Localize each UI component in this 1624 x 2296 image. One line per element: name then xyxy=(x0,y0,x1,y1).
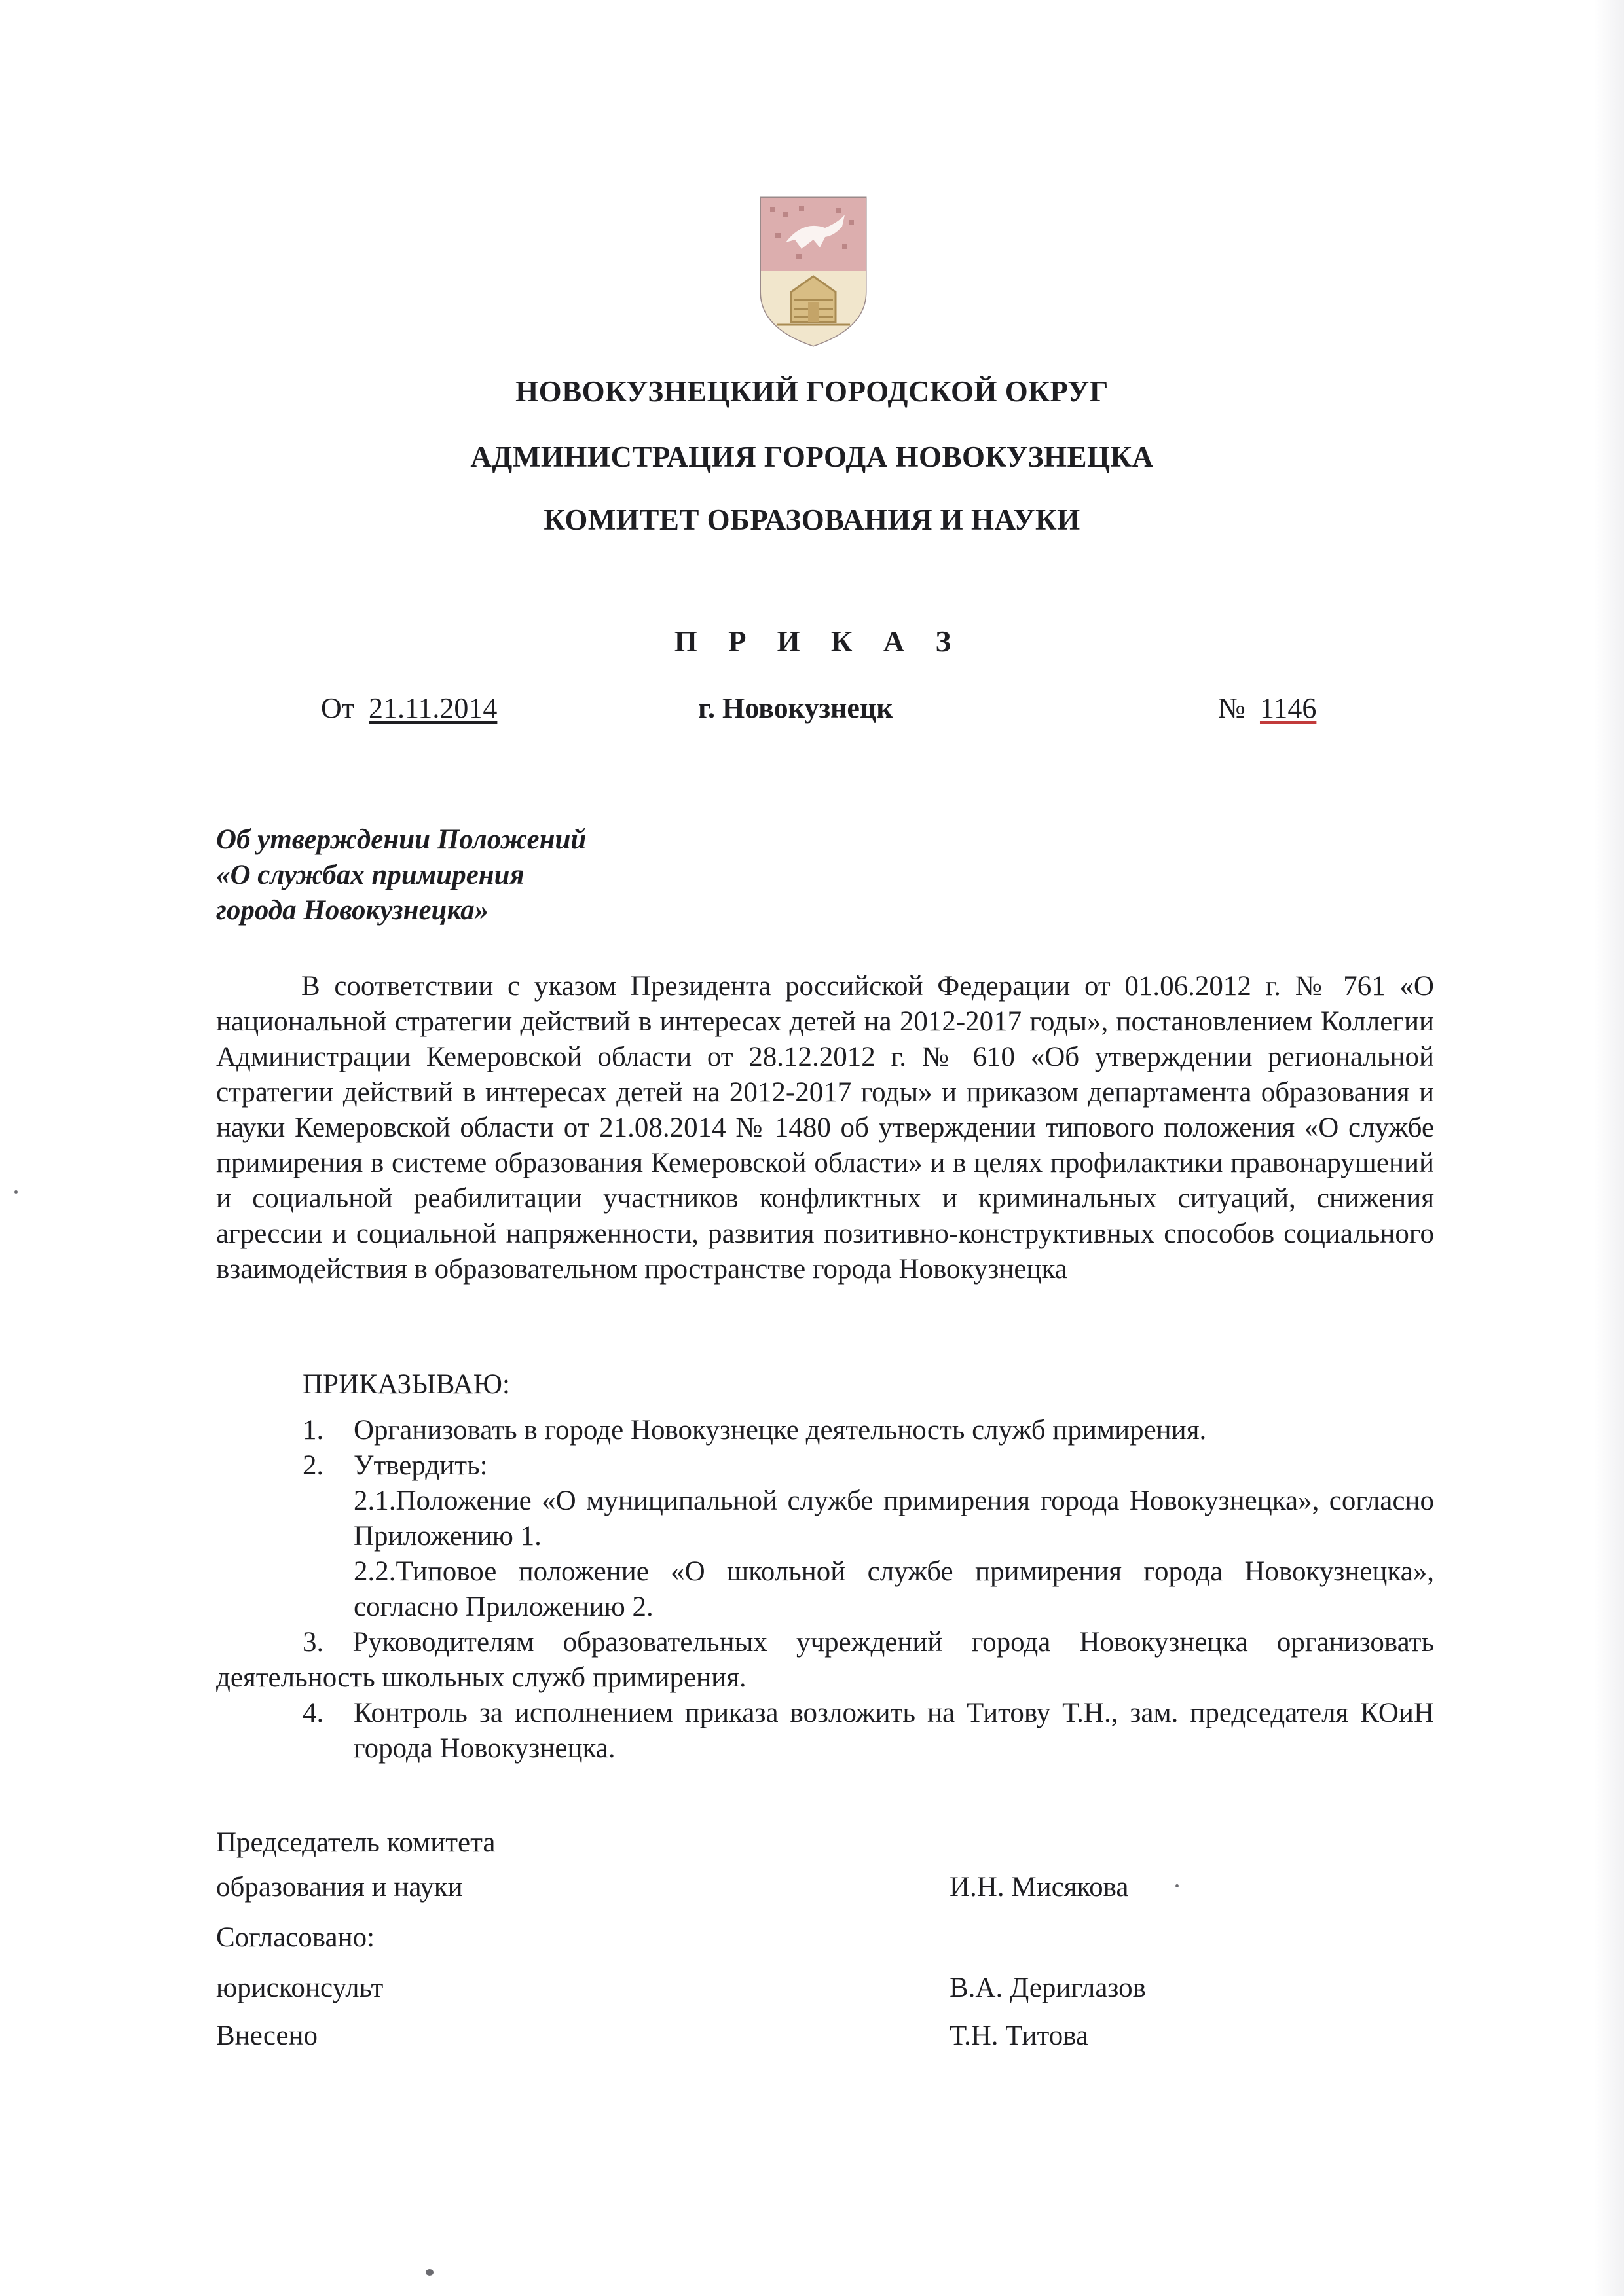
signature-legal-name: В.А. Дериглазов xyxy=(950,1973,1146,2003)
signature-submitted-label: Внесено xyxy=(216,2020,318,2051)
sub-item-2-1: 2.1.Положение «О муниципальной службе примирения города Новокузнецка», согласно Приложению 1. xyxy=(354,1485,1434,1552)
list-item-text: Организовать в городе Новокузнецке деятельность служб примирения. xyxy=(354,1415,1207,1446)
signature-chair-title-2: образования и науки xyxy=(216,1872,463,1903)
order-city: г. Новокузнецк xyxy=(698,692,893,724)
list-item-text: Контроль за исполнением приказа возложить на Титову Т.Н., зам. председателя КОиН города Новокузнецка. xyxy=(354,1698,1434,1764)
subject-line: Об утверждении Положений xyxy=(216,824,587,855)
order-items-list xyxy=(216,1413,1434,1766)
scan-speck xyxy=(1175,1884,1179,1887)
list-item-text: 3. Руководителям образовательных учреждений города Новокузнецка организовать деятельность школьных служб примирения. xyxy=(216,1627,1434,1693)
subject-line: «О службах примирения xyxy=(216,860,525,890)
order-date-value: 21.11.2014 xyxy=(369,692,498,724)
list-item-number: 1. xyxy=(303,1415,324,1446)
list-item xyxy=(216,1413,1434,1448)
list-item xyxy=(216,1625,1434,1696)
sub-item-2-2: 2.2.Типовое положение «О школьной службе примирения города Новокузнецка», согласно Приложению 2. xyxy=(354,1556,1434,1622)
coat-of-arms-icon xyxy=(757,194,870,348)
signature-legal-role: юрисконсульт xyxy=(216,1973,384,2003)
list-item xyxy=(216,1448,1434,1484)
order-directive: ПРИКАЗЫВАЮ: xyxy=(303,1369,510,1400)
order-date-prefix: От xyxy=(321,692,355,724)
signature-submitted-name: Т.Н. Титова xyxy=(950,2020,1089,2051)
preamble-paragraph: В соответствии с указом Президента российской Федерации от 01.06.2012 г. № 761 «О национальной стратегии действий в интересах детей на 2012-2017 годы», постановлением Коллегии Администрации Кемеровской области от 28.12.2012 г. № 610 «Об утверждении региональной стратегии действий в интересах детей на 2012-2017 годы» и приказом департамента образования и науки Кемеровской области от 21.08.2014 № 1480 об утверждении типового положения «О службе примирения в системе образования Кемеровской области» и в целях профилактики правонарушений и социальной реабилитации участников конфликтных и криминальных ситуаций, снижения агрессии и социальной напряженности, развития позитивно-конструктивных способов социального взаимодействия в образовательном пространстве города Новокузнецка xyxy=(216,971,1434,1285)
header-committee: КОМИТЕТ ОБРАЗОВАНИЯ И НАУКИ xyxy=(544,503,1080,536)
order-date xyxy=(321,691,497,725)
document-type-title: П Р И К А З xyxy=(674,625,963,658)
subject-line: города Новокузнецка» xyxy=(216,895,489,926)
signature-chair-title-1: Председатель комитета xyxy=(216,1827,496,1858)
order-number-prefix: № xyxy=(1218,692,1246,724)
order-number xyxy=(1218,691,1316,725)
scan-speck xyxy=(426,2269,434,2276)
list-item xyxy=(216,1696,1434,1766)
header-administration: АДМИНИСТРАЦИЯ ГОРОДА НОВОКУЗНЕЦКА xyxy=(470,441,1154,473)
scan-edge-shadow xyxy=(1594,0,1624,2296)
order-subject xyxy=(216,822,805,928)
list-item-number: 4. xyxy=(303,1698,324,1728)
order-number-value: 1146 xyxy=(1259,692,1317,724)
signature-chair-name: И.Н. Мисякова xyxy=(950,1872,1129,1903)
signature-agreed-label: Согласовано: xyxy=(216,1922,375,1953)
header-district: НОВОКУЗНЕЦКИЙ ГОРОДСКОЙ ОКРУГ xyxy=(515,375,1109,408)
list-item-number: 2. xyxy=(303,1450,324,1481)
list-item-text: Утвердить: xyxy=(354,1450,488,1481)
scan-speck xyxy=(14,1190,18,1194)
